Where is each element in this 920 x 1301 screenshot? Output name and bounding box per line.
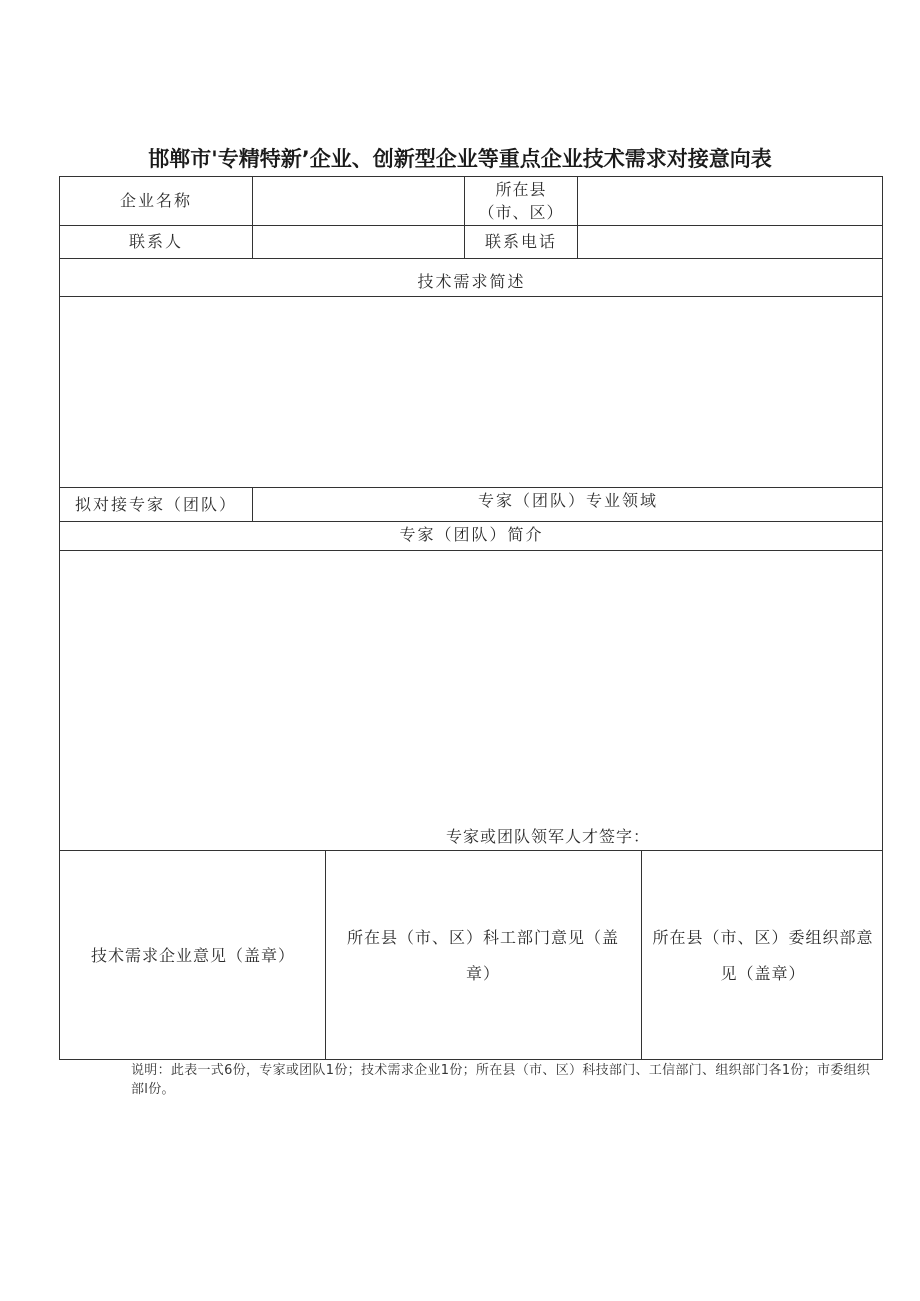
footnote: 说明：此表一式6份，专家或团队1份；技术需求企业1份；所在县（市、区）科技部门、工信部门、组织部门各1份；市委组织部l份。 <box>131 1063 871 1097</box>
col-divider <box>641 850 642 1060</box>
contact-field[interactable] <box>253 226 464 258</box>
phone-field[interactable] <box>578 226 883 258</box>
expert-intro-heading: 专家（团队）简介 <box>399 525 544 545</box>
tech-need-field[interactable] <box>60 297 883 487</box>
col-divider <box>325 850 326 1060</box>
opinion-company: 技术需求企业意见（盖章） <box>90 946 295 966</box>
company-name-field[interactable] <box>253 177 464 225</box>
row-divider <box>60 258 883 259</box>
expert-intro-field[interactable] <box>60 551 883 811</box>
tech-need-heading: 技术需求简述 <box>417 272 526 292</box>
contact-label: 联系人 <box>128 232 183 252</box>
expert-label: 拟对接专家（团队） <box>74 494 237 514</box>
company-name-label: 企业名称 <box>119 191 192 211</box>
request-form-table <box>59 176 883 1060</box>
signature-label: 专家或团队领军人才签字： <box>446 827 651 847</box>
form-title: 邯郸市'专精特新’企业、创新型企业等重点企业技术需求对接意向表 <box>148 147 772 171</box>
opinion-county-dept: 所在县（市、区）科工部门意见（盖章） <box>346 928 619 983</box>
opinion-county-org: 所在县（市、区）委组织部意见（盖章） <box>652 928 874 983</box>
phone-label: 联系电话 <box>484 232 557 252</box>
expert-field-label: 专家（团队）专业领域 <box>477 490 658 510</box>
county-label: 所在县（市、区） <box>478 179 564 222</box>
county-field[interactable] <box>578 177 883 225</box>
